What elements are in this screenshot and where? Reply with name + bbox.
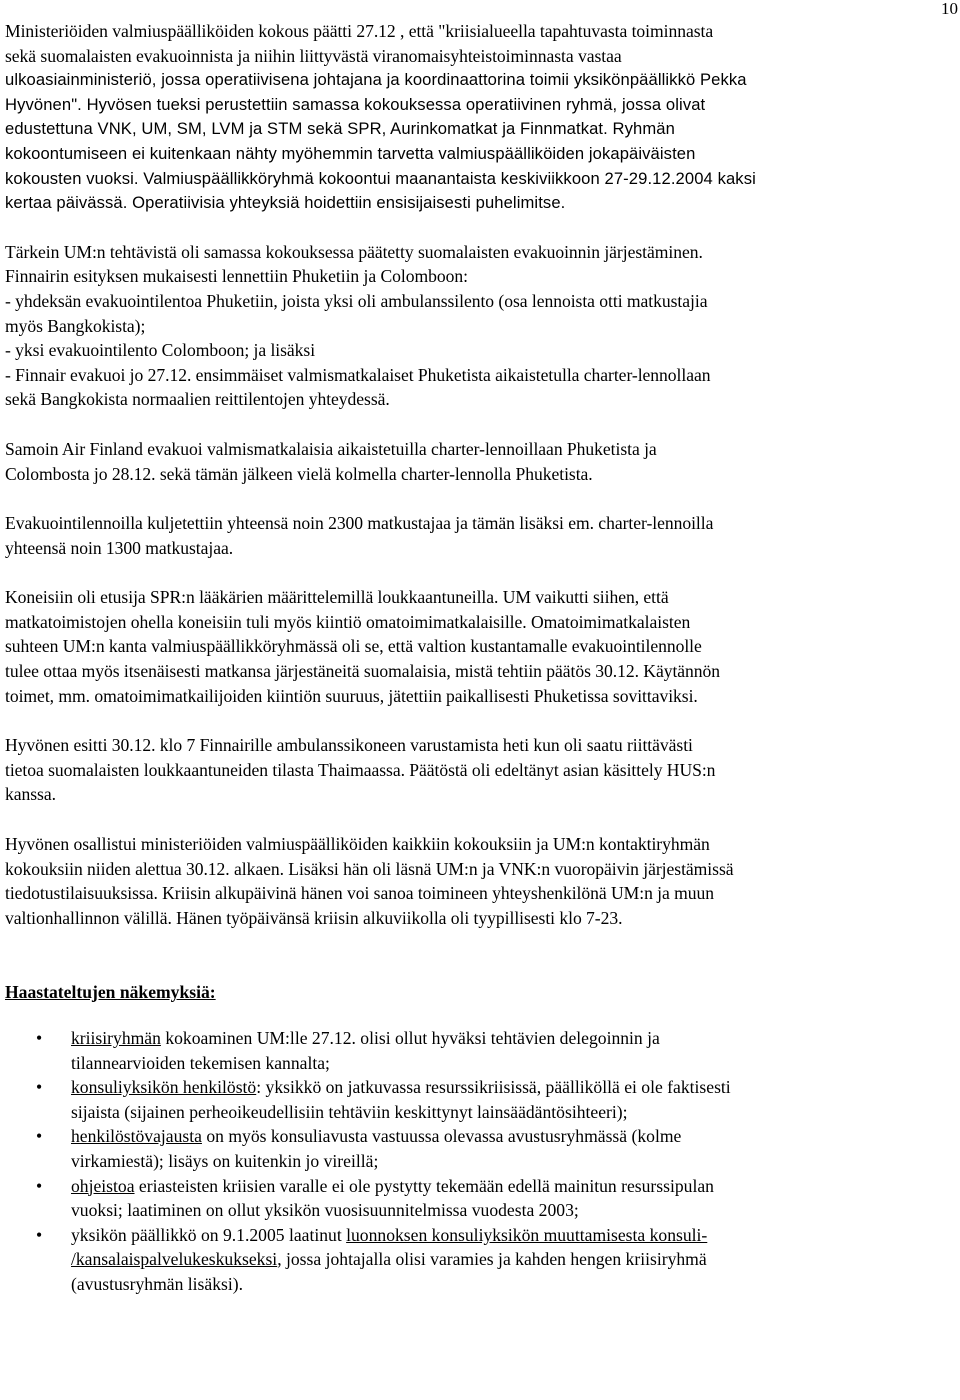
text-line: myös Bangkokista); — [5, 315, 146, 336]
item-text: vuoksi; laatiminen on ollut yksikön vuosisuunnitelmissa vuodesta 2003; — [71, 1200, 579, 1221]
list-item — [5, 1124, 960, 1173]
underlined-term: henkilöstövajausta — [71, 1126, 202, 1147]
text-line: - yksi evakuointilento Colomboon; ja lisäksi — [5, 340, 316, 361]
text-line: Tärkein UM:n tehtävistä oli samassa kokouksessa päätetty suomalaisten evakuoinnin järjestäminen. — [5, 241, 703, 262]
text-line: tulee ottaa myös itsenäisesti matkansa järjestäneitä suomalaisia, mistä tehtiin päätös 30.12. Käytännön — [5, 661, 721, 682]
list-item — [5, 1026, 960, 1075]
item-text: , jossa johtajalla olisi varamies ja kahden hengen kriisiryhmä — [277, 1249, 707, 1270]
item-text: kokoaminen UM:lle 27.12. olisi ollut hyväksi tehtävien delegoinnin ja — [160, 1028, 660, 1048]
item-text: yksikön päällikkö on 9.1.2005 laatinut — [71, 1224, 347, 1245]
text-line: Hyvönen". Hyvösen tueksi perustettiin samassa kokouksessa operatiivinen ryhmä, jossa olivat — [5, 94, 706, 114]
text-line: valtionhallinnon välillä. Hänen työpäivänsä kriisin alkuviikolla oli tyypillisesti klo 7-23. — [5, 907, 623, 928]
text-line: tietoa suomalaisten loukkaantuneiden tilasta Thaimaassa. Päätöstä oli edeltänyt asian käsittely HUS:n — [5, 759, 716, 780]
text-line: kanssa. — [5, 784, 56, 805]
text-line: yhteensä noin 1300 matkustajaa. — [5, 537, 234, 558]
text-line: Finnairin esityksen mukaisesti lennettiin Phuketiin ja Colomboon: — [5, 266, 468, 287]
text-line: kertaa päivässä. Operatiivisia yhteyksiä hoidettiin ensisijaisesti puhelimitse. — [5, 193, 566, 213]
item-text: virkamiestä); lisäys on kuitenkin jo vireillä; — [71, 1150, 379, 1171]
text-line: Colombosta jo 28.12. sekä tämän jälkeen vielä kolmella charter-lennolla Phuketista. — [5, 463, 593, 484]
text-line: sekä Bangkokista normaalien reittilentojen yhteydessä. — [5, 389, 390, 410]
paragraph-etusija — [5, 585, 960, 708]
text-line: kokoontumiseen ei kuitenkaan nähty myöhemmin tarvetta valmiuspäälliköiden jokapäiväisten — [5, 143, 696, 163]
list-item — [5, 1075, 960, 1124]
text-line: Evakuointilennoilla kuljetettiin yhteensä noin 2300 matkustajaa ja tämän lisäksi em. charter-lennoilla — [5, 513, 714, 534]
document-body — [5, 19, 960, 1297]
bullet-icon: • — [36, 1175, 43, 1196]
text-line: sekä suomalaisten evakuoinnista ja niihin liittyvästä viranomaisyhteistoiminnasta vastaa — [5, 45, 622, 66]
underlined-term: /kansalaispalvelukeskukseksi — [71, 1249, 278, 1270]
text-line: kokouksiin niiden alettua 30.12. alkaen. Lisäksi hän oli läsnä UM:n ja VNK:n vuoropäivin järjestämissä — [5, 858, 734, 879]
underlined-term: kriisiryhmän — [71, 1028, 161, 1048]
text-line: suhteen UM:n kanta valmiuspäällikköryhmässä oli se, että valtion kustantamalle evakuointilennolle — [5, 636, 702, 657]
text-line: tiedotustilaisuuksissa. Kriisin alkupäivinä hänen voi sanoa toimineen yhteyshenkilönä UM:n ja muun — [5, 883, 715, 904]
bullet-icon: • — [36, 1028, 43, 1048]
text-line: Hyvönen esitti 30.12. klo 7 Finnairille ambulanssikoneen varustamista heti kun oli saatu riittävästi — [5, 735, 693, 756]
list-item — [5, 1174, 960, 1223]
bullet-list — [5, 1026, 960, 1297]
list-item — [5, 1223, 960, 1297]
text-line: Koneisiin oli etusija SPR:n lääkärien määrittelemillä loukkaantuneilla. UM vaikutti siihen, että — [5, 587, 669, 608]
paragraph-air-finland — [5, 437, 960, 486]
bullet-icon: • — [36, 1077, 43, 1098]
text-line: matkatoimistojen ohella koneisiin tuli myös kiintiö omatoimimatkalaisille. Omatoimimatkalaisten — [5, 611, 691, 632]
item-text: (avustusryhmän lisäksi). — [71, 1273, 244, 1294]
text-line: Hyvönen osallistui ministeriöiden valmiuspäälliköiden kaikkiin kokouksiin ja UM:n kontaktiryhmän — [5, 834, 710, 855]
paragraph-evakuointi — [5, 240, 960, 412]
text-line: - Finnair evakuoi jo 27.12. ensimmäiset valmismatkalaiset Phuketista aikaistetulla charter-lennollaan — [5, 364, 711, 385]
text-line: edustettuna VNK, UM, SM, LVM ja STM sekä SPR, Aurinkomatkat ja Finnmatkat. Ryhmän — [5, 119, 675, 139]
bullet-icon: • — [36, 1126, 43, 1147]
underlined-term: ohjeistoa — [71, 1175, 135, 1196]
text-line: - yhdeksän evakuointilentoa Phuketiin, joista yksi oli ambulanssilento (osa lennoista otti matkustajia — [5, 290, 708, 311]
item-text: sijaista (sijainen perheoikeudellisiin tehtäviin keskittynyt lainsäädäntösihteeri); — [71, 1101, 628, 1122]
text-line: Ministeriöiden valmiuspäälliköiden kokous päätti 27.12 , että "kriisialueella tapahtuvasta toiminnasta — [5, 21, 714, 41]
text-line: ulkoasiainministeriö, jossa operatiivisena johtajana ja koordinaattorina toimii yksikönpäällikkö Pekka — [5, 70, 747, 90]
underlined-term: luonnoksen konsuliyksikön muuttamisesta konsuli- — [346, 1224, 708, 1245]
paragraph-ambulanssikone — [5, 733, 960, 807]
paragraph-valmiuspaallikot — [5, 19, 960, 216]
text-line: kokousten vuoksi. Valmiuspäällikköryhmä kokoontui maanantaista keskiviikkoon 27-29.12.2004 kaksi — [5, 168, 756, 188]
item-text: on myös konsuliavusta vastuussa olevassa avustusryhmässä (kolme — [201, 1126, 682, 1147]
item-text: tilannearvioiden tekemisen kannalta; — [71, 1052, 330, 1073]
page-number: 10 — [941, 0, 958, 18]
bullet-icon: • — [36, 1224, 43, 1245]
text-line: Samoin Air Finland evakuoi valmismatkalaisia aikaistetuilla charter-lennoillaan Phuketista ja — [5, 438, 657, 459]
paragraph-hyvonen — [5, 832, 960, 930]
paragraph-matkustajamaarat — [5, 511, 960, 560]
item-text: eriasteisten kriisien varalle ei ole pystytty tekemään edellä mainitun resurssipulan — [134, 1175, 714, 1196]
section-heading: Haastateltujen näkemyksiä: — [5, 982, 216, 1003]
underlined-term: konsuliyksikön henkilöstö — [71, 1077, 257, 1098]
item-text: : yksikkö on jatkuvassa resurssikriisissä, päälliköllä ei ole faktisesti — [256, 1077, 731, 1098]
text-line: toimet, mm. omatoimimatkailijoiden kiintiön suuruus, jätettiin paikallisesti Phuketissa sovittaviksi. — [5, 685, 698, 706]
